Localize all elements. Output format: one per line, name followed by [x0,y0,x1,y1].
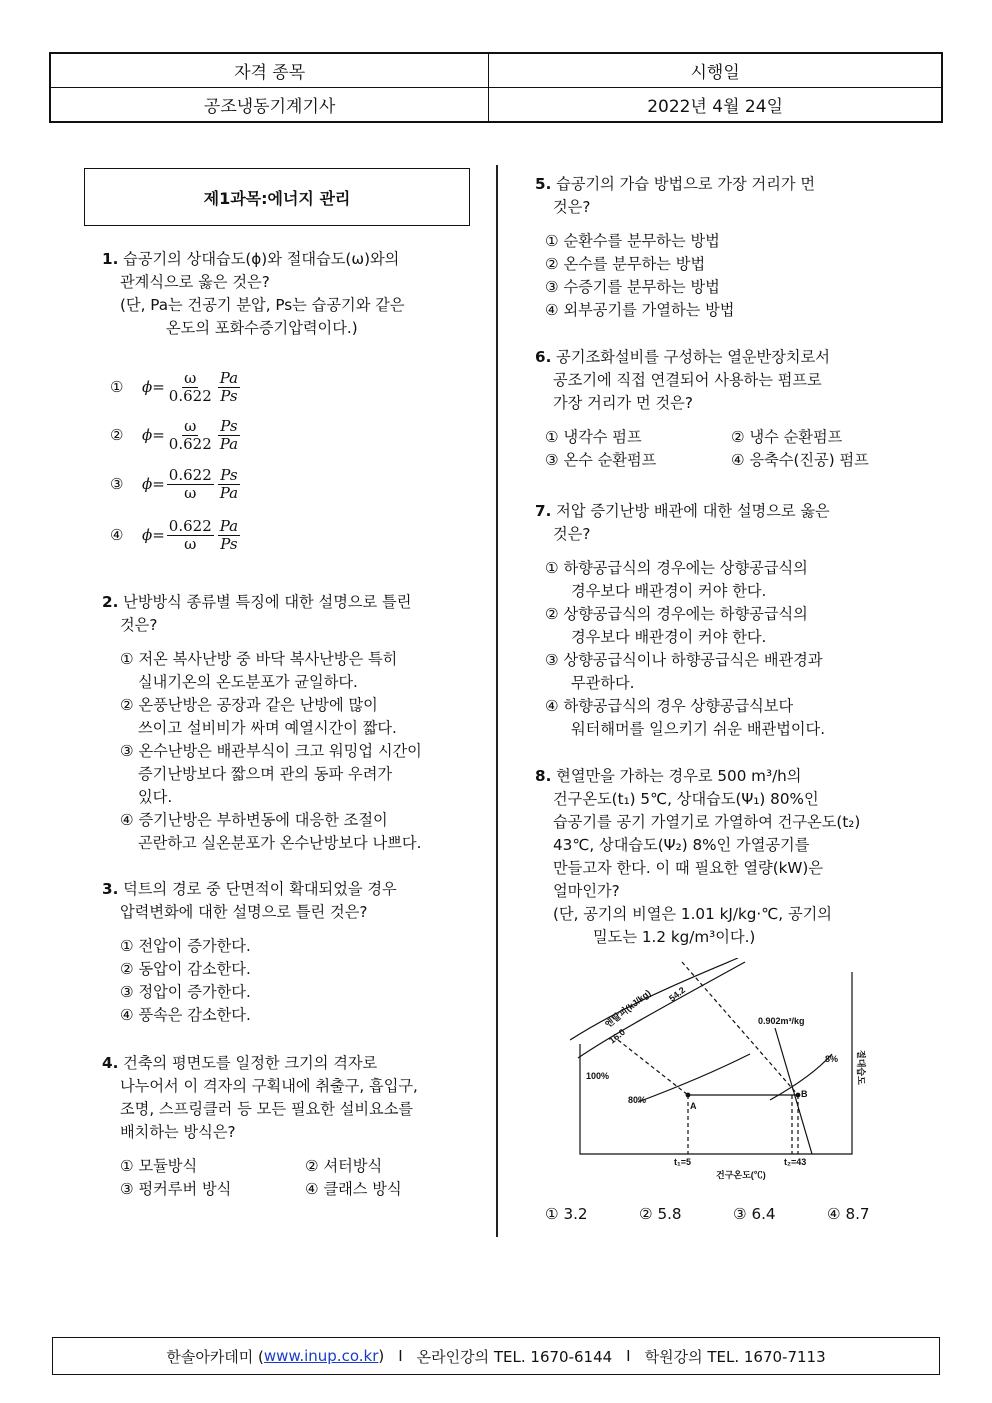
option-mark: ③ [110,475,124,493]
formula-lhs: ϕ= [142,475,165,493]
q2-option-1[interactable] [102,648,422,694]
question-text: 습공기를 공기 가열기로 가열하여 건구온도(t₂) [553,813,861,831]
column-divider [496,165,498,1237]
formula-lhs: ϕ= [142,526,165,544]
question-number: 3. [102,880,119,898]
q1-option-3[interactable] [110,467,242,502]
question-number: 4. [102,1054,119,1072]
option-mark: ① [110,378,124,396]
question-text: 습공기의 상대습도(ϕ)와 절대습도(ω)와의 [123,250,400,268]
q5-option-4[interactable]: ④ 외부공기를 가열하는 방법 [545,301,735,319]
q3-option-1[interactable]: ① 전압이 증가한다. [120,937,251,955]
question-number: 2. [102,593,119,611]
fraction-denominator: 0.622 [168,387,212,405]
option-mark: ② [110,426,124,444]
q5-option-2[interactable]: ② 온수를 분무하는 방법 [545,255,706,273]
x-axis-label: 건구온도(℃) [716,1170,766,1180]
fraction-numerator: 0.622 [168,466,212,484]
fraction-denominator: Ps [220,387,238,405]
footer-online-tel: 온라인강의 TEL. 1670-6144 [416,1347,613,1366]
option-text: ① 하향공급식의 경우에는 상향공급식의 [545,559,808,577]
fraction-numerator: 0.622 [168,517,212,535]
formula-lhs: ϕ= [142,378,165,396]
q5-option-1[interactable]: ① 순환수를 분무하는 방법 [545,232,720,250]
q5-option-3[interactable]: ③ 수증기를 분무하는 방법 [545,278,720,296]
fraction-denominator: Ps [220,535,238,553]
point-a-label: A [690,1101,697,1111]
option-text: ② 온풍난방은 공장과 같은 난방에 많이 [120,696,378,714]
fraction-denominator: 0.622 [168,435,212,453]
specific-volume-label: 0.902m³/kg [758,1016,805,1026]
fraction-numerator: ω [184,369,197,387]
option-text: 증기난방보다 짧으며 관의 동파 우려가 [138,765,393,783]
question-text: 조명, 스프링클러 등 모든 필요한 설비요소를 [120,1100,414,1118]
option-text: 경우보다 배관경이 커야 한다. [571,582,767,600]
footer-link[interactable]: www.inup.co.kr [263,1347,379,1365]
q3-option-3[interactable]: ③ 정압이 증가한다. [120,983,251,1001]
option-text: ① 저온 복사난방 중 바닥 복사난방은 특히 [120,650,398,668]
question-text: 것은? [553,525,591,543]
q1-option-4[interactable] [110,518,242,553]
question-note: (단, 공기의 비열은 1.01 kJ/kg·℃, 공기의 [553,905,832,923]
footer-paren: ) [378,1347,385,1365]
q8-option-1[interactable]: ① 3.2 [545,1205,588,1223]
q3-option-4[interactable]: ④ 풍속은 감소한다. [120,1006,251,1024]
t2-label: t₂=43 [784,1157,807,1167]
question-note: (단, Pa는 건공기 분압, Ps는 습공기와 같은 [120,296,405,314]
fraction-numerator: Pa [219,517,239,535]
point-a-marker [686,1093,691,1098]
question-number: 1. [102,250,119,268]
option-text: ④ 하향공급식의 경우 상향공급식보다 [545,697,794,715]
header-label-date: 시행일 [489,53,942,88]
header-value-date: 2022년 4월 24일 [489,88,942,123]
fraction-numerator: Ps [220,417,238,435]
question-text: 43℃, 상대습도(Ψ₂) 8%인 가열공기를 [553,836,810,854]
question-number: 8. [535,767,552,785]
option-text: 있다. [138,788,173,806]
question-3 [102,878,397,1027]
q8-option-4[interactable]: ④ 8.7 [827,1205,870,1223]
formula-lhs: ϕ= [142,426,165,444]
fraction-denominator: ω [184,484,197,502]
question-2 [102,591,422,855]
question-text: 얼마인가? [553,882,620,900]
footer-separator: I [626,1347,631,1365]
question-8 [535,765,860,949]
subject-title [84,168,470,226]
option-text: 곤란하고 실온분포가 온수난방보다 나쁘다. [138,834,422,852]
q1-option-2[interactable] [110,418,242,453]
option-mark: ④ [110,526,124,544]
q7-option-1[interactable] [535,557,830,603]
q4-option-1[interactable]: ① 모듈방식 [120,1157,198,1175]
q4-option-4[interactable]: ④ 클래스 방식 [305,1180,402,1198]
question-4 [102,1052,418,1201]
option-text: 무관하다. [571,674,635,692]
question-text: 습공기의 가습 방법으로 가장 거리가 먼 [556,175,816,193]
question-number: 5. [535,175,552,193]
option-text: ③ 온수난방은 배관부식이 크고 워밍업 시간이 [120,742,422,760]
option-text: 워터해머를 일으키기 쉬운 배관법이다. [571,720,826,738]
question-6 [535,346,869,472]
point-b-label: B [801,1089,808,1099]
q4-option-3[interactable]: ③ 펑커루버 방식 [120,1180,232,1198]
q6-option-3[interactable]: ③ 온수 순환펌프 [545,451,657,469]
question-text: 만들고자 한다. 이 때 필요한 열량(kW)은 [553,859,824,877]
enthalpy-16: 16.0 [607,1026,628,1046]
option-text: ③ 상향공급식이나 하향공급식은 배관경과 [545,651,823,669]
option-text: 쓰이고 설비비가 싸며 예열시간이 짧다. [138,719,397,737]
q2-option-4[interactable] [102,809,422,855]
q8-options [545,1203,870,1226]
option-text: ② 상향공급식의 경우에는 하향공급식의 [545,605,808,623]
footer-academy-tel: 학원강의 TEL. 1670-7113 [644,1347,826,1366]
enthalpy-axis-label: 엔탈피(kJ/kg) [603,987,653,1030]
question-text: 건축의 평면도를 일정한 크기의 격자로 [123,1054,378,1072]
q4-option-2[interactable]: ② 셔터방식 [305,1157,383,1175]
q6-option-4[interactable]: ④ 응축수(진공) 펌프 [731,451,869,469]
fraction-denominator: ω [184,535,197,553]
rh-8-label: 8% [825,1054,839,1064]
question-number: 7. [535,502,552,520]
option-text: 경우보다 배관경이 커야 한다. [571,628,767,646]
question-text: 공조기에 직접 연결되어 사용하는 펌프로 [553,371,822,389]
question-text: 것은? [120,616,158,634]
fraction-denominator: Pa [219,484,239,502]
question-note: 밀도는 1.2 kg/m³이다.) [593,928,756,946]
question-text: 덕트의 경로 중 단면적이 확대되었을 경우 [123,880,397,898]
point-b-marker [796,1093,801,1098]
question-number: 6. [535,348,552,366]
question-text: 건구온도(t₁) 5℃, 상대습도(Ψ₁) 80%인 [553,790,819,808]
q6-option-2[interactable]: ② 냉수 순환펌프 [731,428,843,446]
q7-option-4[interactable] [535,695,830,741]
enthalpy-54: 54.2 [667,984,688,1004]
question-text: 저압 증기난방 배관에 대한 설명으로 옳은 [556,502,830,520]
q8-option-2[interactable]: ② 5.8 [639,1205,682,1223]
fraction-denominator: Pa [219,435,239,453]
question-text: 관계식으로 옳은 것은? [120,273,270,291]
footer-org: 한솔아카데미 ( [166,1347,264,1366]
header-value-subject: 공조냉동기계기사 [50,88,489,123]
header-table [49,52,943,123]
q6-option-1[interactable]: ① 냉각수 펌프 [545,428,642,446]
question-text: 것은? [553,198,591,216]
y-axis-label: 절대습도 [856,1050,866,1085]
header-label-subject: 자격 종목 [50,53,489,88]
question-text: 현열만을 가하는 경우로 500 m³/h의 [556,767,802,785]
question-5 [535,173,815,322]
q8-option-3[interactable]: ③ 6.4 [733,1205,776,1223]
rh-80-label: 80% [628,1095,647,1105]
rh-100-label: 100% [586,1071,610,1081]
fraction-numerator: ω [184,417,197,435]
fraction-numerator: Pa [219,369,239,387]
q2-option-3[interactable] [102,740,422,809]
q7-option-2[interactable] [535,603,830,649]
option-text: 실내기온의 온도분포가 균일하다. [138,673,358,691]
question-text: 공기조화설비를 구성하는 열운반장치로서 [556,348,830,366]
t1-label: t₁=5 [674,1157,691,1167]
question-text: 나누어서 이 격자의 구획내에 취출구, 흡입구, [120,1077,418,1095]
option-text: ④ 증기난방은 부하변동에 대응한 조절이 [120,811,388,829]
q1-option-1[interactable] [110,370,242,405]
question-text: 가장 거리가 먼 것은? [553,394,693,412]
q7-option-3[interactable] [535,649,830,695]
q3-option-2[interactable]: ② 동압이 감소한다. [120,960,251,978]
q2-option-2[interactable] [102,694,422,740]
footer [52,1337,940,1375]
question-text: 난방방식 종류별 특징에 대한 설명으로 틀린 [123,593,412,611]
question-1 [102,248,405,340]
psychrometric-chart [570,958,880,1190]
subject-title-text: 제1과목:에너지 관리 [203,188,351,208]
question-7 [535,500,830,741]
question-text: 배치하는 방식은? [120,1123,236,1141]
question-note: 온도의 포화수증기압력이다.) [166,319,358,337]
question-text: 압력변화에 대한 설명으로 틀린 것은? [120,903,368,921]
footer-separator: I [398,1347,403,1365]
fraction-numerator: Ps [220,466,238,484]
